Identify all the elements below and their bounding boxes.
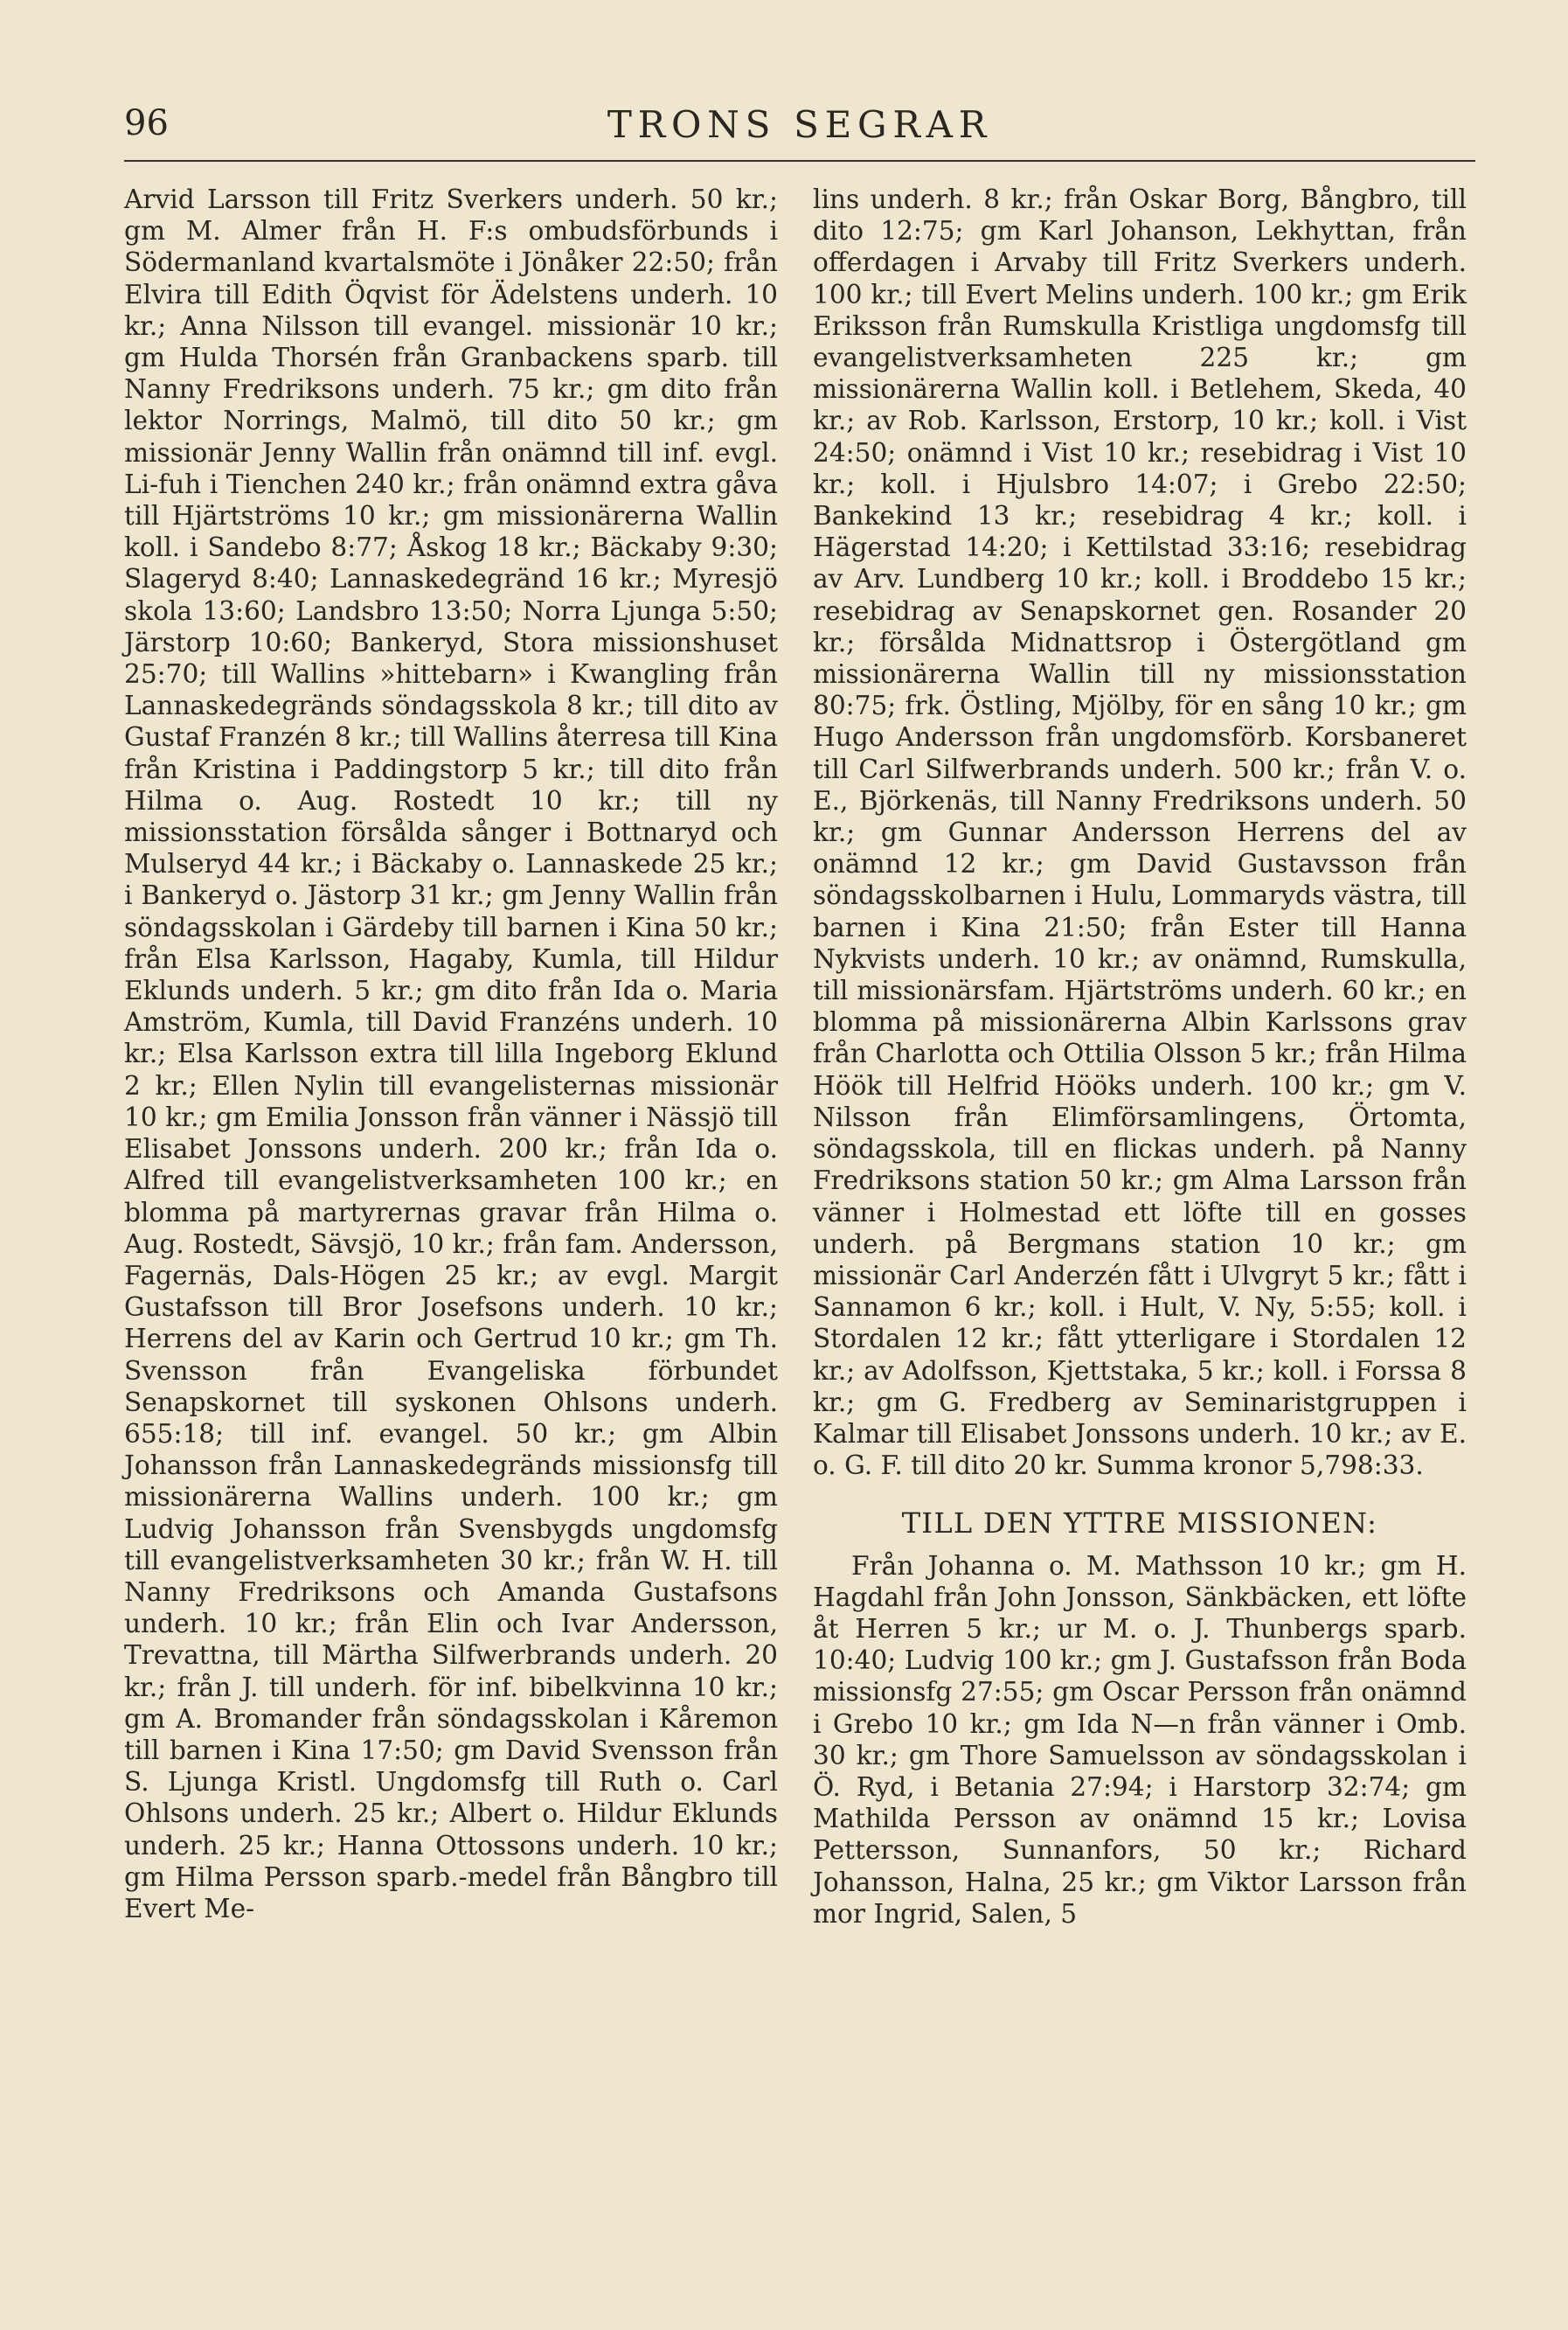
left-column-text: Arvid Larsson till Fritz Sverkers underh. 50 kr.; gm M. Almer från H. F:s ombudsförbunds i Södermanland kvartalsmöte i Jönåker 22:50; från Elvira till Edith Öqvist för Ädelstens underh. 10 kr.; Anna Nilsson till evangel. missionär 10 kr.; gm Hulda Thorsén från Granbackens sparb. till Nanny Fredriksons underh. 75 kr.; gm dito från lektor Norrings, Malmö, till dito 50 kr.; gm missionär Jenny Wallin från onämnd till inf. evgl. Li-fuh i Tienchen 240 kr.; från onämnd extra gåva till Hjärtströms 10 kr.; gm missionärerna Wallin koll. i Sandebo 8:77; Åskog 18 kr.; Bäckaby 9:30; Slageryd 8:40; Lannaskedegränd 16 kr.; Myresjö skola 13:60; Landsbro 13:50; Norra Ljunga 5:50; Järstorp 10:60; Bankeryd, Stora missionshuset 25:70; till Wallins »hittebarn» i Kwangling från Lannaskedegränds söndagsskola 8 kr.; till dito av Gustaf Franzén 8 kr.; till Wallins återresa till Kina från Kristina i Paddingstorp 5 kr.; till dito från Hilma o. Aug. Rostedt 10 kr.; till ny missionsstation försålda sånger i Bottnaryd och Mulseryd 44 kr.; i Bäckaby o. Lannaskede 25 kr.; i Bankeryd o. Jästorp 31 kr.; gm Jenny Wallin från söndagsskolan i Gärdeby till barnen i Kina 50 kr.; från Elsa Karlsson, Hagaby, Kumla, till Hildur Eklunds underh. 5 kr.; gm dito från Ida o. Maria Amström, Kumla, till David Franzéns underh. 10 kr.; Elsa Karlsson extra till lilla Ingeborg Eklund 2 kr.; Ellen Nylin till evangelisternas missionär 10 kr.; gm Emilia Jonsson från vänner i Nässjö till Elisabet Jonssons underh. 200 kr.; från Ida o. Alfred till evangelistverksamheten 100 kr.; en blomma på martyrernas gravar från Hilma o. Aug. Rostedt, Sävsjö, 10 kr.; från fam. Andersson, Fagernäs, Dals-Högen 25 kr.; av evgl. Margit Gustafsson till Bror Josefsons underh. 10 kr.; Herrens del av Karin och Gertrud 10 kr.; gm Th. Svensson från Evangeliska förbundet Senapskornet till syskonen Ohlsons underh. 655:18; till inf. evangel. 50 kr.; gm Albin Johansson från Lannaskedegränds missionsfg till missionärerna Wallins underh. 100 kr.; gm Ludvig Johansson från Svensbygds ungdomsfg till evangelistverksamheten 30 kr.; från W. H. till Nanny Fredriksons och Amanda Gustafsons underh. 10 kr.; från Elin och Ivar Andersson, Trevattna, till Märtha Silfwerbrands underh. 20 kr.; från J. till underh. för inf. bibelkvinna 10 kr.; gm A. Bromander från söndagsskolan i Kåremon till barnen i Kina 17:50; gm David Svensson från S. Ljunga Kristl. Ungdomsfg till Ruth o. Carl Ohlsons underh. 25 kr.; Albert o. Hildur Eklunds underh. 25 kr.; Hanna Ottossons underh. 10 kr.; gm Hilma Persson sparb.-medel från Bångbro till Evert Me- — [124, 184, 778, 1923]
header-rule — [124, 160, 1475, 162]
right-column — [813, 184, 1467, 1930]
section-heading: TILL DEN YTTRE MISSIONEN: — [901, 1506, 1378, 1541]
page-header — [124, 103, 1475, 149]
page-number: 96 — [124, 103, 169, 143]
section-text: Från Johanna o. M. Mathsson 10 kr.; gm H. Hagdahl från John Jonsson, Sänkbäcken, ett löfte åt Herren 5 kr.; ur M. o. J. Thunbergs sparb. 10:40; Ludvig 100 kr.; gm J. Gustafsson från Boda missionsfg 27:55; gm Oscar Persson från onämnd i Grebo 10 kr.; gm Ida N—n från vänner i Omb. 30 kr.; gm Thore Samuelsson av söndagsskolan i Ö. Ryd, i Betania 27:94; i Harstorp 32:74; gm Mathilda Persson av onämnd 15 kr.; Lovisa Pettersson, Sunnanfors, 50 kr.; Richard Johansson, Halna, 25 kr.; gm Viktor Larsson från mor Ingrid, Salen, 5 — [813, 1550, 1467, 1929]
right-column-text: lins underh. 8 kr.; från Oskar Borg, Bångbro, till dito 12:75; gm Karl Johanson, Lekhyttan, från offerdagen i Arvaby till Fritz Sverkers underh. 100 kr.; till Evert Melins underh. 100 kr.; gm Erik Eriksson från Rumskulla Kristliga ungdomsfg till evangelistverksamheten 225 kr.; gm missionärerna Wallin koll. i Betlehem, Skeda, 40 kr.; av Rob. Karlsson, Erstorp, 10 kr.; koll. i Vist 24:50; onämnd i Vist 10 kr.; resebidrag i Vist 10 kr.; koll. i Hjulsbro 14:07; i Grebo 22:50; Bankekind 13 kr.; resebidrag 4 kr.; koll. i Hägerstad 14:20; i Kettilstad 33:16; resebidrag av Arv. Lundberg 10 kr.; koll. i Broddebo 15 kr.; resebidrag av Senapskornet gen. Rosander 20 kr.; försålda Midnattsrop i Östergötland gm missionärerna Wallin till ny missionsstation 80:75; frk. Östling, Mjölby, för en sång 10 kr.; gm Hugo Andersson från ungdomsförb. Korsbaneret till Carl Silfwerbrands underh. 500 kr.; från V. o. E., Björkenäs, till Nanny Fredriksons underh. 50 kr.; gm Gunnar Andersson Herrens del av onämnd 12 kr.; gm David Gustavsson från söndagsskolbarnen i Hulu, Lommaryds västra, till barnen i Kina 21:50; från Ester till Hanna Nykvists underh. 10 kr.; av onämnd, Rumskulla, till missionärsfam. Hjärtströms underh. 60 kr.; en blomma på missionärerna Albin Karlssons grav från Charlotta och Ottilia Olsson 5 kr.; från Hilma Höök till Helfrid Hööks underh. 100 kr.; gm V. Nilsson från Elimförsamlingens, Örtomta, söndagsskola, till en flickas underh. på Nanny Fredriksons station 50 kr.; gm Alma Larsson från vänner i Holmestad ett löfte till en gosses underh. på Bergmans station 10 kr.; gm missionär Carl Anderzén fått i Ulvgryt 5 kr.; fått i Sannamon 6 kr.; koll. i Hult, V. Ny, 5:55; koll. i Stordalen 12 kr.; fått ytterligare i Stordalen 12 kr.; av Adolfsson, Kjettstaka, 5 kr.; koll. i Forssa 8 kr.; gm G. Fredberg av Seminaristgruppen i Kalmar till Elisabet Jonssons underh. 10 kr.; av E. o. G. F. till dito 20 kr. Summa kronor 5,798:33. — [813, 184, 1467, 1481]
running-title: TRONS SEGRAR — [607, 103, 993, 146]
left-column — [124, 184, 778, 1924]
